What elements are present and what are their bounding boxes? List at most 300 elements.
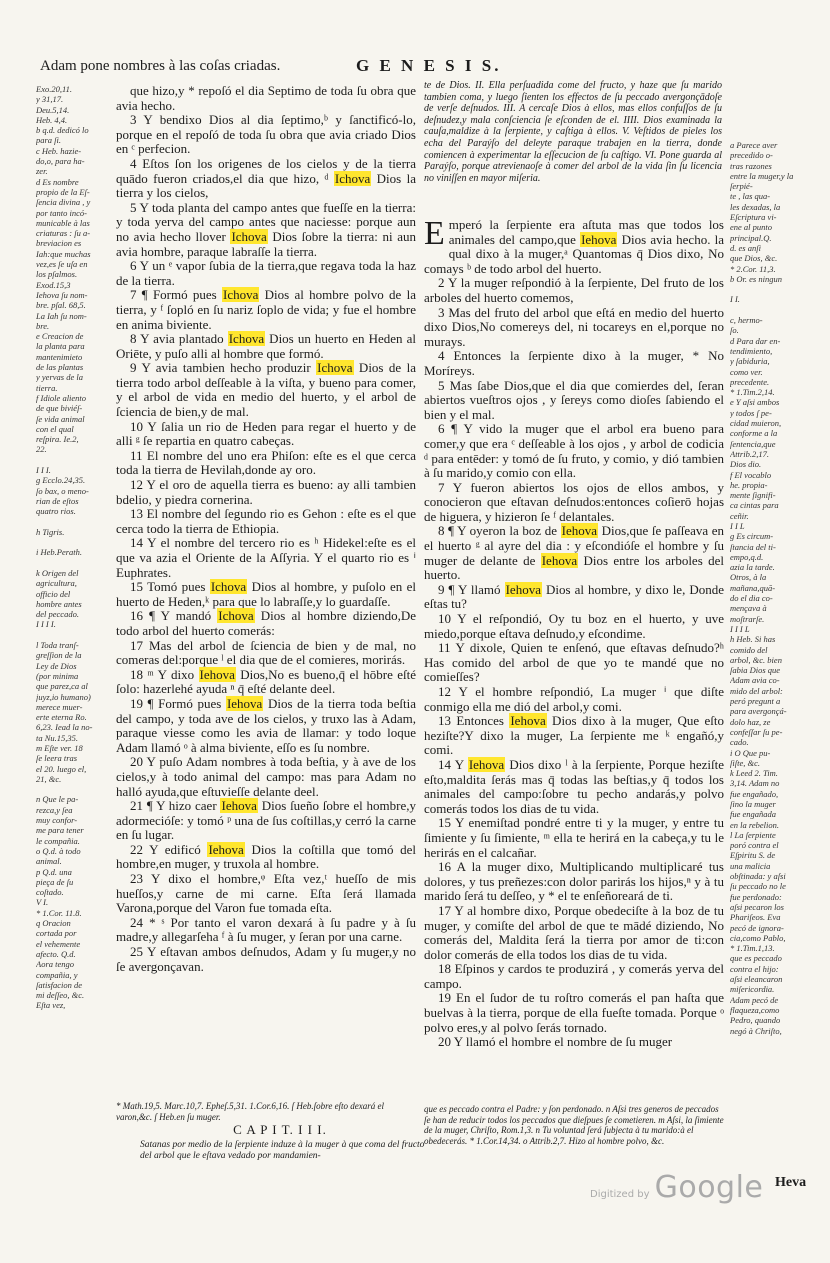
margin-note-line: aſsi eleancaron (730, 974, 783, 985)
margin-note-line: de que biviéſ- (36, 403, 83, 414)
verse-number: 18 (438, 961, 451, 977)
margin-note-line: Dios dio. (730, 459, 762, 470)
margin-note-line: ta Nu.15,35. (36, 732, 79, 743)
margin-note-line: para avergonçá- (730, 706, 787, 717)
verse (424, 685, 724, 714)
margin-note-line: I I I I. (36, 619, 56, 630)
margin-note-line: mençava à (730, 603, 767, 614)
verse-text: Dios ſobre la tierra: ni aun avia hombre, paraque labraſſe la tierra. (116, 228, 416, 259)
verse (116, 799, 416, 843)
margin-note-line: municable à las (36, 217, 90, 228)
verse (116, 478, 416, 507)
margin-note-line: ſtancia del ti- (730, 541, 776, 552)
highlighted-name: Ichova (334, 170, 371, 186)
verse (116, 697, 416, 755)
margin-note-line: confeſſar ſu pe- (730, 726, 783, 737)
margin-note-line: d Es nombre (36, 176, 79, 187)
verse (424, 641, 724, 685)
verse-number: 12 (130, 477, 143, 493)
margin-note-line: c Heb. hazie- (36, 145, 82, 156)
verse (116, 157, 416, 201)
verse-number: 19 (438, 990, 451, 1006)
verse-text: Dios de la tierra toda beſtia del campo, y toda ave de los cielos, y truxo las à Adam, paraque viesse como les avia de llamar: y todo loque Adam llamó ᵒ à alma biviente, eſſo es ſu nombre. (116, 695, 416, 755)
verse-text: Mas ſabe Dios,que el dia que comierdes del, ſeran abiertos vueſtros ojos , y ſereys como dioſes ſabiendo el bien y el mal. (424, 377, 724, 422)
verse-text: Y al hombre dixo, Porque obedeciſte à la boz de tu muger, y comiſte del arbol de que te mādé diziendo, No comerás del, Maldita ſerá la tierra por amor de ti:con dolor comerás de ella todos los dias de tu vida. (424, 902, 724, 962)
left-footnote: * Math.19,5. Marc.10,7. Epheſ.5,31. 1.Cor.6,16. ſ Heb.ſobre eſto dexará el varon,&c. ſ Heb.en ſu muger. (116, 1101, 385, 1122)
margin-note-line: conforme a la (730, 428, 778, 439)
margin-note-line: i O Que pu- (730, 747, 771, 758)
margin-note-line: y 31,17. (36, 94, 64, 105)
verse (116, 872, 416, 916)
verse-number: 22 (130, 841, 143, 857)
margin-note-line: Deu.5,14. (36, 104, 70, 115)
margin-note-line: ſiſte, &c. (730, 757, 760, 768)
right-text-column (424, 218, 724, 1098)
margin-note-line: Eſcriptura vi- (730, 212, 777, 223)
margin-note-line: greſſion de la (36, 650, 82, 661)
highlighted-name: Ichova (231, 228, 267, 244)
margin-note-line: ſu peccado no le (730, 881, 786, 892)
verse-text: Y el reſpondió, Oy tu boz en el huerto, y uve miedo,porque eſtava deſnudo,y eſcondime. (424, 611, 724, 641)
verse-text: Y toda planta del campo antes que fueſſe en la tierra: y toda yerva del campo antes que naciesse: porque aun no avia hecho llover (116, 199, 416, 244)
margin-note-line: b Or. es ningun (730, 273, 782, 284)
highlighted-name: Ichova (210, 579, 247, 595)
margin-note-line: I I I. (36, 464, 51, 475)
margin-note-line: erte eterna Ro. (36, 712, 87, 723)
verse (424, 276, 724, 305)
running-title: Adam pone nombres à las coſas criadas. (40, 58, 281, 74)
verse-text: ¶ Y mandó (149, 608, 212, 624)
margin-note-line: b q.d. dedicó lo (36, 125, 89, 136)
margin-note-line: cado. (730, 737, 749, 748)
margin-note-line: * 2.Cor. 11,3. (730, 263, 776, 274)
margin-note-line: agricultura, (36, 578, 77, 589)
margin-note-line: tendimiento, (730, 345, 773, 356)
margin-note-line (36, 537, 114, 547)
verse-text: Y el hombre reſpondió, La muger ⁱ que diſte conmigo ella me dió del arbol,y comi. (424, 684, 724, 714)
verse-text: Y avia tambien hecho produzir (141, 360, 311, 376)
verse-text: ¶ Y hizo caer (146, 798, 217, 814)
margin-note-line (36, 455, 114, 465)
margin-note-line: k Leed 2. Tim. (730, 768, 778, 779)
verse-text: Dios un huerto en Heden al Oriēte, y puſo alli al hombre que formó. (116, 331, 416, 361)
highlighted-name: Iehova (226, 695, 263, 711)
verse-number: 13 (438, 713, 451, 729)
margin-note-line: le compañia. (36, 835, 80, 846)
verse (116, 288, 416, 332)
verse (424, 481, 724, 525)
margin-note-line: q Oracion (36, 918, 71, 929)
margin-note-line: los pſalmos. (36, 269, 78, 280)
margin-note-line (730, 284, 800, 294)
margin-note-line: Adam avia co- (730, 675, 780, 686)
margin-note-line: Heb. 4,4. (36, 114, 68, 125)
verse (424, 583, 724, 612)
highlighted-name: Iehova (221, 798, 257, 814)
verse-text: Entonces (456, 713, 504, 729)
verse (116, 259, 416, 288)
verse-text: mperó la ſerpiente era aſtuta mas que todos los animales del campo,que (448, 218, 724, 247)
verse-number: 15 (438, 815, 451, 831)
margin-note-line: tras razones (730, 160, 772, 171)
drop-cap: E (424, 218, 445, 252)
verse-number: 5 (130, 199, 137, 215)
book-title: G E N E S I S. (356, 56, 502, 75)
verse-text: * ˢ Por tanto el varon dexará à ſu padre y à ſu madre,y allegarſeha ᶠ à ſu muger, y ſeran por una carne. (116, 914, 416, 945)
margin-note-line: i Heb.Perath. (36, 547, 83, 558)
highlighted-name: Ichova (218, 608, 254, 624)
margin-note-line: p Q.d. una (36, 866, 72, 877)
verse-number: 7 (130, 287, 137, 303)
margin-note-line: vez,es ſe uſa en (36, 259, 88, 270)
running-header (40, 58, 790, 80)
margin-note-line: la planta para (36, 341, 85, 352)
margin-note-line: precedido o- (730, 150, 773, 161)
verse-text: A la muger dixo, Multiplicando multiplicaré tus dolores, y tus preñezes:con dolor parirás los hijos,ⁿ y à tu marido ſerá tu deſſeo, y * el te enſeñoreará de ti. (424, 859, 724, 904)
verse (116, 609, 416, 638)
verse (424, 860, 724, 904)
margin-note-line: arbol, &c. bien (730, 654, 782, 665)
right-margin-notes (730, 140, 800, 1100)
margin-note-line: mi deſſeo, &c. (36, 990, 85, 1001)
margin-note-line (36, 516, 114, 526)
verse-number: 5 (438, 377, 445, 393)
margin-note-line: y todos ſ pe- (730, 407, 772, 418)
margin-note-line: ſencia divina , y (36, 197, 91, 208)
margin-note-line: g Es circum- (730, 531, 774, 542)
verse-text: Tomó pues (147, 579, 206, 595)
verse (424, 612, 724, 641)
verse (116, 843, 416, 872)
chapter-summary: Satanas por medio de la ſerpiente induze à la muger à que coma del fructo del arbol que le eſtava vedado por mandamien- (140, 1140, 425, 1161)
verse-text: Y fueron abiertos los ojos de ellos ambos, y conocieron que eſtavan deſnudos:entonces coſierō hojas de higuera, y hizieron ſe ᶠ delantales. (424, 479, 724, 524)
margin-note-line: do,o, para ha- (36, 156, 85, 167)
margin-note-line: I I. (730, 294, 740, 305)
margin-note-line: c, hermo- (730, 315, 763, 326)
verse-text: ¶ Y oyeron la boz de (448, 523, 558, 539)
margin-note-line: I I L (730, 520, 745, 531)
verse-text: Y llamó el hombre el nombre de ſu muger (453, 1034, 673, 1050)
margin-note-line: * 1.Tim.2,14. (730, 387, 775, 398)
verse-text: Dios dixo ˡ à la ſerpiente, Porque heziſte eſto,maldita ſerás mas q̄ todas las beſtias,y q̄ todos los animales del campo:ſobre tu pecho andarás,y polvo comerás todos los dias de tu vida. (424, 756, 724, 816)
verse-text: Dios,que ſe paſſeava en el huerto ᵍ al ayre del dia : y eſcondióſe el hombre y ſu muger de delante de (424, 523, 724, 568)
margin-note-line: Adam pecó de (730, 994, 779, 1005)
margin-note-line: officio del (36, 588, 71, 599)
highlighted-name: Iehova (468, 756, 505, 772)
margin-note-line: ca cintas para (730, 500, 779, 511)
verse-text: Mas del fruto del arbol que eſtá en medio del huerto dixo Dios,No comereys del, ni tocareys en el,porque no murays. (424, 304, 724, 349)
verse-text: ¶ Formó pues (147, 695, 222, 711)
margin-note-line (36, 784, 114, 794)
verse-text: ¶ Y llamó (448, 581, 501, 597)
highlighted-name: Iehova (505, 581, 541, 597)
margin-note-line: o Q.d. à todo (36, 845, 81, 856)
verse-number: 19 (130, 695, 143, 711)
verse (116, 668, 416, 697)
margin-note-line: a Parece aver (730, 140, 778, 150)
verse-number: 23 (130, 871, 143, 887)
margin-note-line: por tanto incó- (36, 207, 87, 218)
verse-number: 7 (438, 479, 445, 495)
margin-note-line: e Y aſsi ambos (730, 397, 780, 408)
margin-note-line: afecto. Q.d. (36, 948, 76, 959)
margin-note-line: 3,14. Adam no (730, 778, 780, 789)
verse (424, 714, 724, 758)
verse-number: 3 (438, 304, 445, 320)
margin-note-line: Phariſeos. Eva (730, 912, 781, 923)
margin-note-line: l La ſerpiente (730, 829, 776, 840)
verse (424, 1035, 724, 1050)
verse (116, 639, 416, 668)
verse-number: 9 (130, 360, 137, 376)
margin-note-line: negó à Chriſto, (730, 1025, 782, 1036)
verse-number: 6 (438, 421, 445, 437)
verse-text: Y eſtavan ambos deſnudos, Adam y ſu muger,y no ſe avergonçavan. (116, 944, 416, 974)
verse (116, 113, 416, 157)
verse-text: Y bendixo Dios al dia ſeptimo,ᵇ y ſanctificó-lo, porque en el repoſó de toda ſu obra que avia criado Dios en ᶜ perfecion. (116, 112, 416, 157)
margin-note-line: zer. (36, 166, 48, 177)
highlighted-name: Iehova (199, 666, 235, 682)
margin-note-line: merece muer- (36, 701, 83, 712)
margin-note-line: y yervas de la (36, 372, 83, 383)
margin-note-line: reſpira. Ie.2, (36, 434, 79, 445)
chapter-heading: C A P I T. I I I. (233, 1122, 327, 1137)
margin-note-line: cia,como Pablo, (730, 932, 786, 943)
margin-note-line: en la rebelion. (730, 819, 780, 830)
margin-note-line: rian de eſtos (36, 495, 79, 506)
margin-note-line: propio de la Eſ- (36, 186, 90, 197)
margin-note-line: 6,23. Iead la no- (36, 722, 93, 733)
margin-note-line: pieça de ſu (36, 876, 74, 887)
highlighted-name: Iehova (561, 523, 598, 539)
margin-note-line: me para tener (36, 825, 84, 836)
verse-text: Y (454, 756, 464, 772)
verse-text: Y ſalia un rio de Heden para regar el huerto y de alli ᵍ ſe repartia en quatro cabeças. (116, 418, 416, 449)
verse-number: 11 (130, 447, 143, 463)
verse (116, 536, 416, 580)
margin-note-line: ſo. (730, 325, 739, 336)
margin-note-line: peró pregunt a (730, 696, 781, 707)
verse (424, 524, 724, 582)
verse (424, 422, 724, 480)
verse-text: Y dixole, Quien te enſenó, que eſtavas deſnudo?ʰ Has comido del arbol de que yo te mandé que no comieſſes? (424, 640, 724, 685)
verse-number: 8 (438, 523, 445, 539)
verse-text: Y un ᵉ vapor ſubia de la tierra,que regava toda la haz de la tierra. (116, 258, 416, 288)
verse-number: 10 (438, 611, 451, 627)
highlighted-name: Iehova (510, 713, 546, 729)
verse-text: Dios de la tierra todo arbol deſſeable à la viſta, y bueno para comer, y el arbol de vida en medio del huerto, y el arbol de ſciencia de bien,y de mal. (116, 360, 416, 420)
verse-text: Y enemiſtad pondré entre ti y la muger, y entre tu ſimiente y ſu ſimiente, ᵐ ella te herirá en la cabeça,y tu le herirás en el calcañar. (424, 815, 724, 860)
margin-note-line: mido del arbol: (730, 685, 783, 696)
verse-text: Dios,No es bueno,q̄ el hōbre eſté ſolo: hazerlehé ayuda ⁿ q̄ eſté delante deel. (116, 666, 416, 697)
verse (116, 945, 416, 974)
verse (116, 201, 416, 259)
verse-text: Mas del arbol de ſciencia de bien y de mal, no comeras del:porque ˡ el dia que de el comieres, morirás. (116, 637, 416, 668)
margin-note-line: f Idiole aliento (36, 392, 87, 403)
verse-text: Y la muger reſpondió à la ſerpiente, Del fruto de los arboles del huerto comemos, (424, 275, 724, 305)
verse-text: ¶ Y vido la muger que el arbol era bueno para comer,y que era ᶜ deſſeable à los ojos , y arbol de codicia ᵈ para entēder: y tomó de ſu fruto, y comio, y dió tambien à ſu marido,y comio con ella. (424, 421, 724, 481)
margin-note-line (36, 630, 114, 640)
verse-number: 14 (438, 756, 451, 772)
margin-note-line: hombre antes (36, 598, 82, 609)
margin-note-line: g Ecclo.24,35. (36, 475, 86, 486)
margin-note-line: criaturas : ſu a- (36, 228, 91, 239)
verse-number: 16 (130, 608, 143, 624)
margin-note-line: con el qual (36, 423, 74, 434)
margin-note-line: m Eſte ver. 18 (36, 743, 83, 753)
margin-note-line: Exo.20,11. (36, 84, 72, 94)
verse (116, 755, 416, 799)
verse-number: 24 (130, 914, 143, 930)
verse (116, 507, 416, 536)
highlighted-name: Iehova (581, 231, 617, 247)
margin-note-line: bre. pſal. 68,5. (36, 300, 86, 311)
margin-note-line: juyz,io humano) (36, 691, 91, 702)
verse-text: El nombre del uno era Phiſon: eſte es el que cerca toda la tierra de Hevilah,donde ay oro. (116, 447, 416, 478)
margin-note-line: del peccado. (36, 609, 79, 620)
verse-text: Entonces la ſerpiente dixo à la muger, * No Moríreys. (424, 348, 724, 378)
margin-note-line: contra el hijo: (730, 963, 779, 974)
margin-note-line: n Que le pa- (36, 794, 79, 805)
verse-text: Dios al hombre polvo de la tierra, y ᶠ ſopló en ſu nariz ſoplo de vida; y fue el hombre en anima biviente. (116, 287, 416, 332)
margin-note-line: Pedro, quando (730, 1015, 781, 1026)
margin-note-line: animal. (36, 856, 62, 867)
margin-note-line: breviacion es (36, 238, 82, 249)
margin-note-line: ſe leera tras (36, 753, 78, 764)
verse-number: 11 (438, 640, 451, 656)
verse (424, 379, 724, 423)
verse-text: Y dixo el hombre,ᵠ Eſta vez,ᵗ hueſſo de mis hueſſos,y carne de mi carne. Eſta ſerá llamada Varona,porque del Varon fue tomada eſta. (116, 871, 416, 916)
verse-text: ᵐ Y dixo (147, 666, 195, 682)
margin-note-line: ſo bax, o meno- (36, 485, 89, 496)
left-margin-notes (36, 84, 114, 1114)
margin-note-line: les dexadas, la (730, 201, 781, 212)
margin-note-line: ſe vida animal (36, 413, 85, 424)
verse-text: que hizo,y * repoſó el dia Septimo de toda ſu obra que avia hecho. (116, 84, 416, 113)
margin-note-line: fue engañado, (730, 788, 779, 799)
verse-text: Dios la coſtilla que tomó del hombre,en muger, y truxola al hombre. (116, 841, 416, 872)
margin-note-line: azia la tarde. (730, 562, 775, 573)
verse-number: 25 (130, 944, 143, 960)
verse-number: 13 (130, 506, 143, 522)
margin-note-line: I I I L (730, 623, 750, 634)
margin-note-line: tierra. (36, 382, 58, 393)
verse-text: En el ſudor de tu roſtro comerás el pan haſta que buelvas à la tierra, porque de ella fueſte tomada. Porque ᵒ polvo eres,y al polvo ſerás tornado. (424, 990, 724, 1035)
margin-note-line: Exod.15,3 (36, 279, 71, 290)
margin-note-line: muy confor- (36, 815, 78, 826)
margin-note-line: entre la muger,y la ſerpié- (730, 170, 794, 192)
verse (116, 916, 416, 945)
margin-note-line: coſtado. (36, 887, 64, 898)
margin-note-line: de las plantas (36, 362, 84, 373)
watermark-small: Digitized by (590, 1189, 650, 1200)
verse (116, 332, 416, 361)
verse (116, 580, 416, 609)
margin-note-line: empo,q.d. (730, 551, 764, 562)
verse-text: Eſpinos y cardos te produzirá , y comerás yerva del campo. (424, 961, 724, 991)
verse-text: Eſtos ſon los origenes de los cielos y de la tierra quādo fueron criados,el dia que hizo, ᵈ (116, 155, 416, 186)
margin-note-line: para ſi. (36, 135, 62, 146)
margin-note-line: he. propia- (730, 479, 768, 490)
margin-note-line: Aora tengo (36, 959, 75, 970)
margin-note-line: te , las qua- (730, 191, 771, 202)
verse-number: 18 (130, 666, 143, 682)
margin-note-line: mañana,quā- (730, 582, 776, 593)
margin-note-line: 21, &c. (36, 773, 62, 784)
verse (424, 904, 724, 962)
margin-note-line: Ley de Dios (36, 660, 77, 671)
verse-text: Y avia plantado (140, 331, 224, 347)
margin-note-line: ſentencia,que (730, 438, 776, 449)
verse-number: 21 (130, 798, 143, 814)
margin-note-line: La Iah ſu nom- (36, 310, 87, 321)
margin-note-line: comido del (730, 644, 768, 655)
left-text-column (116, 84, 416, 1104)
verse-text: Dios entre los arboles del huerto. (424, 552, 724, 583)
right-footnote: que es peccado contra el Padre: y ſon perdonado. n Aſsi tres generos de peccados ſe han de reducir todos los peccados que dieſpues ſe cometieren. m Aſsi, la ſimiente de la muger, Chriſto, Rom.1,3. n Tu voluntad ſerá ſubjecta à tu marido:à el obedecerás. * 1.Cor.14,34. o Attrib.2,7. Hizo al hombre polvo, &c. (424, 1104, 724, 1146)
verse (424, 306, 724, 350)
verse-number: 14 (130, 535, 143, 551)
margin-note-line: y ſabiduria, (730, 356, 770, 367)
margin-note-line: Attrib.2,17. (730, 448, 769, 459)
verse (424, 991, 724, 1035)
margin-note-line: Eſpiritu S. de (730, 850, 776, 861)
verse (424, 816, 724, 860)
margin-note-line: aſsi pecaron los (730, 901, 784, 912)
margin-note-line: compañia, y (36, 969, 78, 980)
margin-note-line: poró contra el (730, 840, 779, 851)
margin-note-line: bre. (36, 320, 50, 331)
verse-number: 9 (438, 581, 445, 597)
margin-note-line: * 1.Tim.1,13. (730, 943, 775, 954)
verse-number: 2 (438, 275, 445, 291)
verse-number: 16 (438, 859, 451, 875)
margin-note-line: miſericordia. (730, 984, 775, 995)
margin-note-line: * 1.Cor. 11.8. (36, 907, 82, 918)
verse-text: Y edificó (149, 841, 201, 857)
watermark (590, 1170, 763, 1205)
verse-text: Dios al hombre, y dixo le, Donde eſtas tu? (424, 581, 724, 612)
verse-number: 17 (438, 902, 451, 918)
verse-number: 4 (130, 155, 137, 171)
margin-note-line: ſatisfacion de (36, 979, 83, 990)
margin-note-line: flaqueza,como (730, 1004, 780, 1015)
margin-note-line: mantenimieto (36, 351, 83, 362)
verse (116, 84, 416, 113)
verse (424, 758, 724, 816)
margin-note-line: como ver. (730, 366, 763, 377)
verse-number: 20 (130, 754, 143, 770)
verse-number: 12 (438, 684, 451, 699)
margin-note-line: cidad muieron, (730, 418, 782, 429)
verse-number: 20 (438, 1034, 451, 1050)
highlighted-name: Iehova (541, 552, 578, 568)
verse (424, 962, 724, 991)
margin-note-line: fue engañada (730, 809, 777, 820)
highlighted-name: Ichova (223, 287, 259, 303)
highlighted-name: Iehova (208, 841, 244, 857)
highlighted-name: Ichova (228, 331, 265, 347)
margin-note-line: Iehova ſu nom- (36, 289, 88, 300)
margin-note-line: pecó de ignora- (730, 922, 784, 933)
verse-text: Dios la tierra y los cielos, (116, 170, 416, 201)
margin-note-line: ceñir. (730, 510, 749, 521)
margin-note-line (36, 558, 114, 568)
verse-number: 10 (130, 418, 143, 434)
margin-note-line: f El vocablo (730, 469, 772, 480)
margin-note-line: V I. (36, 897, 49, 908)
margin-note-line: que es peccado (730, 953, 782, 964)
